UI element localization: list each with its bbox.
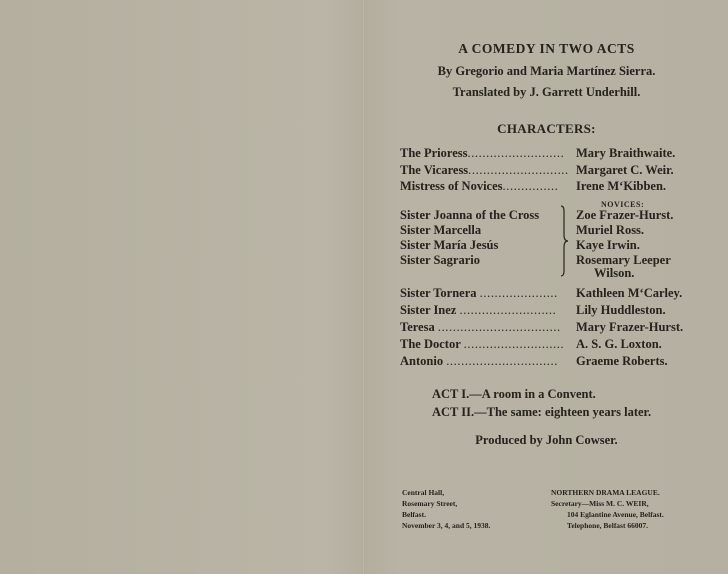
cast-role: Mistress of Novices...............: [400, 179, 559, 193]
venue-line: Belfast.: [402, 510, 426, 519]
cast-role: Sister Marcella: [400, 223, 482, 237]
cast-role: Teresa .................................: [400, 320, 561, 334]
cast-role: The Vicaress...........................: [400, 163, 569, 177]
programme-page: [365, 0, 728, 574]
venue-block: [402, 487, 490, 531]
cast-role: Sister Tornera .....................: [400, 286, 558, 300]
cast-role: The Prioress..........................: [400, 146, 565, 160]
novices-label: NOVICES:: [601, 200, 645, 209]
cast-role: Sister Sagrario: [400, 253, 480, 267]
league-name: NORTHERN DRAMA LEAGUE.: [551, 488, 660, 497]
authors-line: By Gregorio and Maria Martínez Sierra.: [437, 64, 656, 78]
cast-actor: Kaye Irwin.: [576, 238, 640, 252]
cast-role: Sister María Jesús: [400, 238, 499, 252]
play-title: A COMEDY IN TWO ACTS: [458, 41, 635, 56]
venue-line: Rosemary Street,: [402, 499, 458, 508]
secretary-line: Secretary—Miss M. C. WEIR,: [551, 499, 649, 508]
league-block: [551, 487, 664, 531]
act-one-line: ACT I.—A room in a Convent.: [432, 387, 596, 401]
cast-actor: Lily Huddleston.: [576, 303, 666, 317]
cast-actor: Zoe Frazer-Hurst.: [576, 208, 674, 222]
cast-actor-continued: Wilson.: [594, 266, 635, 280]
novices-brace: [555, 205, 569, 277]
cast-actor: Rosemary Leeper: [576, 253, 671, 267]
cast-actor: Graeme Roberts.: [576, 354, 668, 368]
act-two-line: ACT II.—The same: eighteen years later.: [432, 405, 652, 419]
characters-heading: CHARACTERS:: [497, 121, 596, 136]
producer-line: Produced by John Cowser.: [475, 433, 618, 447]
cast-role: Sister Joanna of the Cross: [400, 208, 540, 222]
venue-line: Central Hall,: [402, 488, 445, 497]
cast-actor: Margaret C. Weir.: [576, 163, 674, 177]
telephone-line: Telephone, Belfast 66007.: [567, 521, 648, 530]
address-line: 104 Eglantine Avenue, Belfast.: [567, 510, 664, 519]
dates-line: November 3, 4, and 5, 1938.: [402, 521, 491, 530]
cast-role: Sister Inez ..........................: [400, 303, 557, 317]
translator-line: Translated by J. Garrett Underhill.: [452, 85, 641, 99]
cast-role: The Doctor ...........................: [400, 337, 565, 351]
cast-actor: Irene M‘Kibben.: [576, 179, 667, 193]
cast-actor: Kathleen M‘Carley.: [576, 286, 683, 300]
cast-actor: A. S. G. Loxton.: [576, 337, 662, 351]
cast-actor: Muriel Ross.: [576, 223, 645, 237]
cast-role: Antonio ..............................: [400, 354, 558, 368]
cast-actor: Mary Braithwaite.: [576, 146, 676, 160]
cast-actor: Mary Frazer-Hurst.: [576, 320, 684, 334]
left-blank-page: [0, 0, 362, 574]
